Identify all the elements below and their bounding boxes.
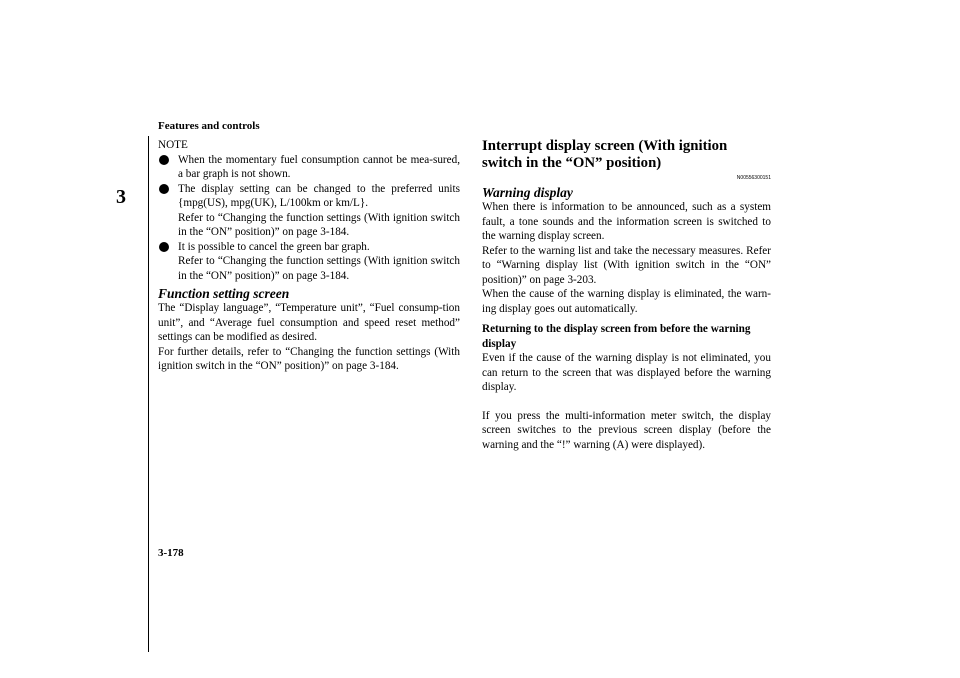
function-setting-paragraph: The “Display language”, “Temperature unit”, “Fuel consump-tion unit”, and “Average fuel consumption and speed reset method” settings can be modified as desired. — [158, 302, 460, 343]
bullet-icon — [159, 184, 169, 194]
note-item — [158, 240, 460, 284]
chapter-number: 3 — [116, 186, 126, 208]
warning-paragraph: When there is information to be announced, such as a system fault, a tone sounds and the information screen is switched to the warning display screen. — [482, 201, 771, 242]
section-title: Interrupt display screen (With ignition switch in the “ON” position) — [482, 138, 728, 171]
note-item — [158, 182, 460, 240]
bullet-icon — [159, 155, 169, 165]
page-number: 3-178 — [158, 547, 184, 559]
warning-paragraph: When the cause of the warning display is eliminated, the warn-ing display goes out automatically. — [482, 288, 771, 315]
note-item-text: When the momentary fuel consumption cannot be mea-sured, a bar graph is not shown. — [178, 153, 460, 180]
right-column — [482, 138, 771, 452]
section-code: N00556300151 — [736, 175, 771, 181]
left-column — [158, 138, 460, 374]
returning-paragraph: If you press the multi-information meter switch, the display screen switches to the previous screen display (before the warning and the “!” warning (A) were displayed). — [482, 409, 771, 451]
returning-paragraph: Even if the cause of the warning display is not eliminated, you can return to the screen that was displayed before the warning display. — [482, 352, 771, 393]
note-label: NOTE — [158, 139, 188, 151]
note-item-text: The display setting can be changed to the preferred units {mpg(US), mpg(UK), L/100km or km/L}. — [178, 182, 460, 209]
running-head: Features and controls — [158, 120, 260, 132]
note-item-reference: Refer to “Changing the function settings (With ignition switch in the “ON” position)” on page 3-184. — [178, 255, 460, 282]
note-item-text: It is possible to cancel the green bar graph. — [178, 240, 370, 253]
note-item-reference: Refer to “Changing the function settings (With ignition switch in the “ON” position)” on page 3-184. — [178, 211, 460, 238]
note-item — [158, 153, 460, 182]
function-setting-heading: Function setting screen — [158, 286, 290, 301]
bullet-icon — [159, 242, 169, 252]
warning-reference: Refer to the warning list and take the necessary measures. Refer to “Warning display list (With ignition switch in the “ON” position)” on page 3-203. — [482, 244, 771, 286]
note-list — [158, 153, 460, 284]
function-setting-reference: For further details, refer to “Changing the function settings (With ignition switch in the “ON” position)” on page 3-184. — [158, 345, 460, 372]
returning-heading: Returning to the display screen from before the warning display — [482, 323, 751, 350]
chapter-tab — [110, 136, 149, 652]
warning-display-heading: Warning display — [482, 185, 573, 200]
